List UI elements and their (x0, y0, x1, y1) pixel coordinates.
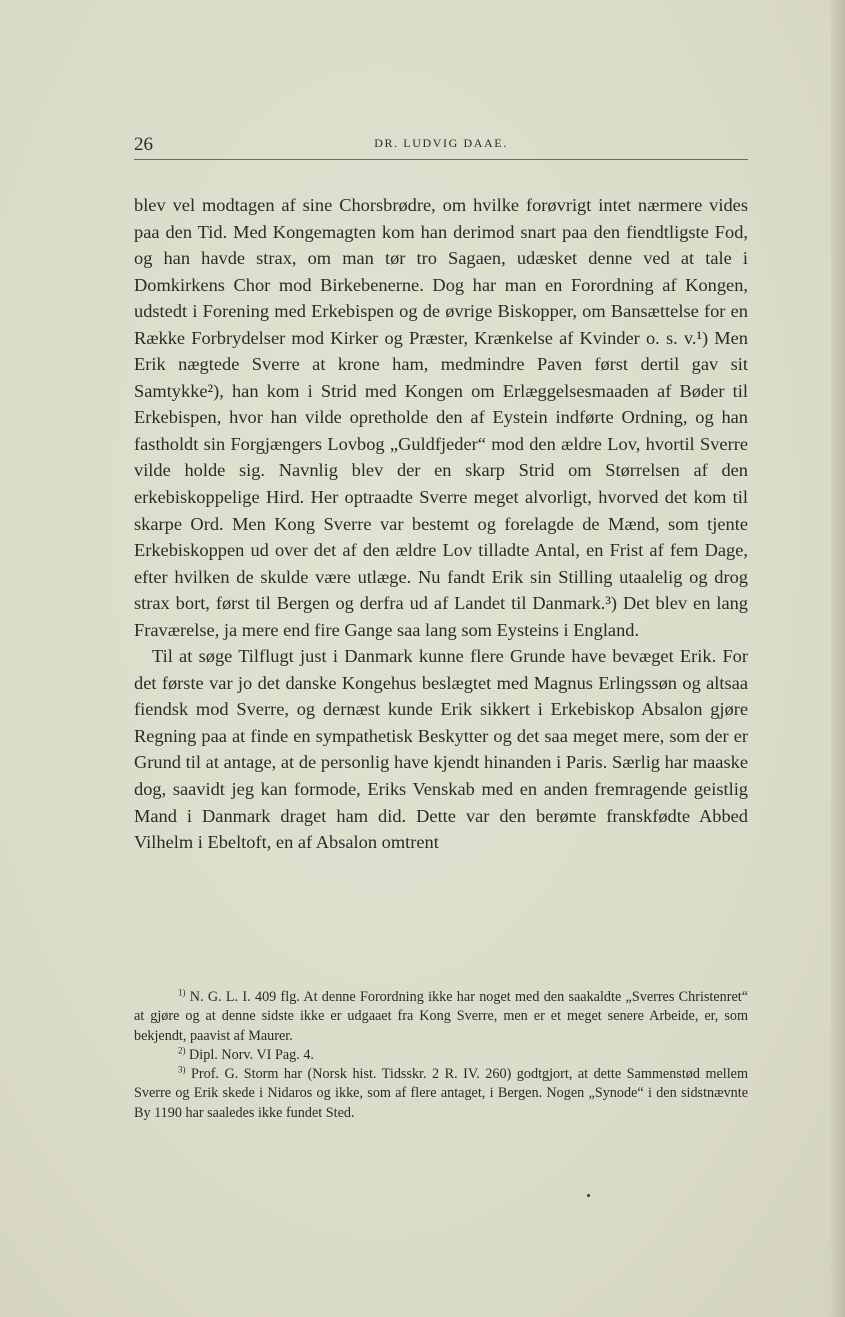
running-head: DR. LUDVIG DAAE. (374, 136, 508, 150)
footnotes (134, 988, 748, 1123)
body-paragraph-1: blev vel modtagen af sine Chorsbrødre, om hvilke forøvrigt intet nærmere vides paa den Tid. Med Kongemagten kom han derimod snart paa den fiendtligste Fod, og han havde strax, om man tør tro Sagaen, udæsket denne ved at tale i Domkirkens Chor mod Birkebenerne. Dog har man en Forordning af Kongen, udstedt i Forening med Erkebispen og de øvrige Biskopper, om Bansættelse for en Række Forbrydelser mod Kirker og Præster, Krænkelse af Kvinder o. s. v.¹) Men Erik nægtede Sverre at krone ham, medmindre Paven først dertil gav sit Samtykke²), han kom i Strid med Kongen om Erlæggelsesmaaden af Bøder til Erkebispen, hvor han vilde opretholde den af Eystein indførte Ordning, og han fastholdt sin Forgjængers Lovbog „Guldfjeder“ mod den ældre Lov, hvortil Sverre vilde holde sig. Navnlig blev der en skarp Strid om Størrelsen af den erkebiskoppelige Hird. Her optraadte Sverre meget alvorligt, hvorved det kom til skarpe Ord. Men Kong Sverre var bestemt og forelagde de Mænd, som tjente Erkebiskoppen ud over det af den ældre Lov tilladte Antal, en Frist af fem Dage, efter hvilken de skulde være utlæge. Nu fandt Erik sin Stilling utaalelig og drog strax bort, først til Bergen og derfra ud af Landet til Danmark.³) Det blev en lang Fraværelse, ja mere end fire Gange saa lang som Eysteins i England. (134, 195, 748, 640)
footnote-1 (134, 988, 748, 1046)
body-text (134, 192, 748, 856)
body-paragraph-2: Til at søge Tilflugt just i Danmark kunne flere Grunde have bevæget Erik. For det første var jo det danske Kongehus beslægtet med Magnus Erlingssøn og altsaa fiendsk mod Sverre, og dernæst kunde Erik sikkert i Erkebiskop Absalon gjøre Regning paa at finde en sympathetisk Beskytter og det saa meget mere, som der er Grund til at antage, at de personlig have kjendt hinanden i Paris. Særlig har maaske dog, saavidt jeg kan formode, Eriks Venskab med en anden fremragende geistlig Mand i Danmark draget ham did. Dette var den berømte franskfødte Abbed Vilhelm i Ebeltoft, en af Absalon omtrent (134, 646, 748, 853)
footnote-2-text: Dipl. Norv. VI Pag. 4. (189, 1046, 314, 1063)
footnote-3-text: Prof. G. Storm har (Norsk hist. Tidsskr. 2 R. IV. 260) godtgjort, at dette Sammenstød mellem Sverre og Erik skede i Nidaros og ikke, som af flere antaget, i Bergen. Nogen „Synode“ i den sidstnævnte By 1190 har saaledes ikke fundet Sted. (134, 1066, 748, 1121)
footnote-1-text: N. G. L. I. 409 flg. At denne Forordning ikke har noget med den saakaldte „Sverres Christenret“ at gjøre og at denne sidste ikke er udgaaet fra Kong Sverre, men er et meget senere Arbeide, er, som bekjendt, paavist af Maurer. (134, 989, 748, 1044)
page-edge-shadow (831, 0, 845, 1317)
footnote-2 (134, 1046, 748, 1065)
paper-speck (587, 1194, 590, 1197)
footnote-1-mark: 1) (178, 987, 186, 998)
footnote-2-mark: 2) (178, 1045, 186, 1056)
page-number: 26 (134, 134, 153, 155)
footnote-3 (134, 1065, 748, 1123)
page-header (134, 133, 748, 160)
footnote-3-mark: 3) (178, 1064, 186, 1075)
